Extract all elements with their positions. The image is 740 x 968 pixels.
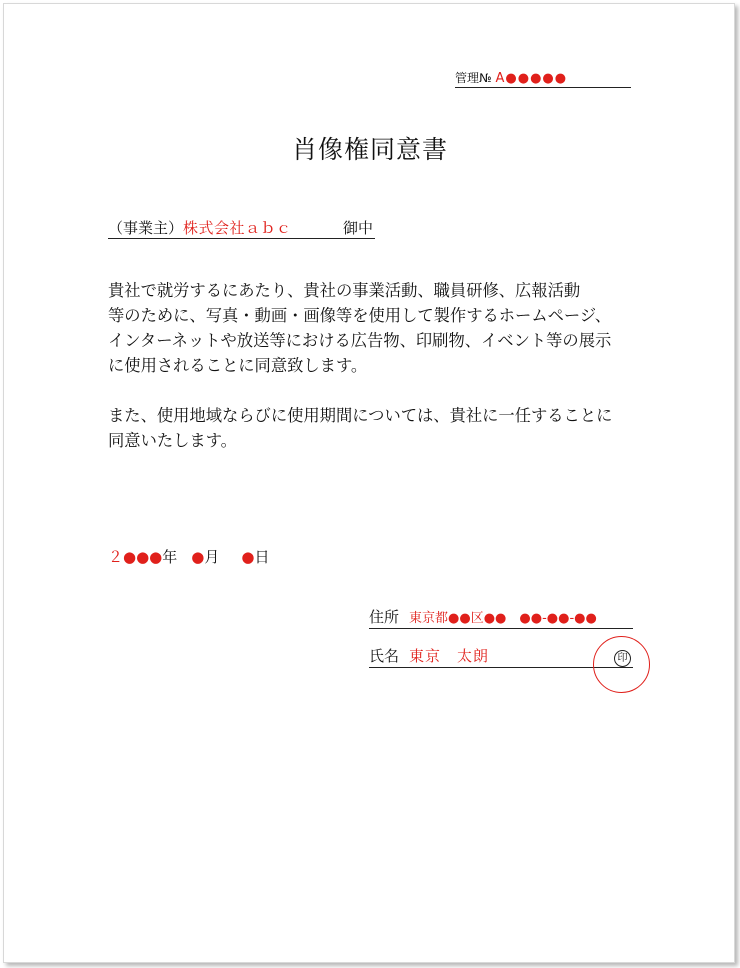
name-value: 東京 太朗 <box>409 647 490 665</box>
recipient-line <box>108 218 375 239</box>
date-month-value: ● <box>191 548 205 566</box>
management-value: A●●●●● <box>495 71 568 86</box>
date-year-value: ２●●● <box>108 548 163 566</box>
consent-body <box>108 278 648 453</box>
date-line <box>108 546 270 568</box>
date-month-label: 月 <box>204 548 220 566</box>
document-title: 肖像権同意書 <box>291 135 448 164</box>
body-line: 等のために、写真・動画・画像等を使用して製作するホームページ、 <box>108 306 612 325</box>
address-line <box>369 606 633 629</box>
body-line: に使用されることに同意致します。 <box>108 356 368 375</box>
seal-circle <box>593 636 650 693</box>
body-line: また、使用地域ならびに使用期間については、貴社に一任することに <box>108 406 613 425</box>
date-day-value: ● <box>241 548 255 566</box>
body-paragraph-2 <box>108 403 648 453</box>
body-paragraph-1 <box>108 278 648 378</box>
management-number <box>455 69 631 88</box>
date-year-label: 年 <box>162 548 178 566</box>
address-label: 住所 <box>369 608 400 626</box>
recipient-honorific: 御中 <box>342 219 373 237</box>
address-value: 東京都●●区●● ●●-●●-●● <box>409 611 597 626</box>
date-day-label: 日 <box>254 548 270 566</box>
seal-mark: 印 <box>614 650 631 667</box>
management-label: 管理№ <box>455 71 492 85</box>
body-line: 貴社で就労するにあたり、貴社の事業活動、職員研修、広報活動 <box>108 281 581 300</box>
recipient-prefix: （事業主） <box>108 219 184 237</box>
name-label: 氏名 <box>369 647 400 665</box>
body-line: インターネットや放送等における広告物、印刷物、イベント等の展示 <box>108 331 612 350</box>
body-line: 同意いたします。 <box>108 431 237 450</box>
recipient-company: 株式会社ａｂｃ <box>183 219 292 237</box>
